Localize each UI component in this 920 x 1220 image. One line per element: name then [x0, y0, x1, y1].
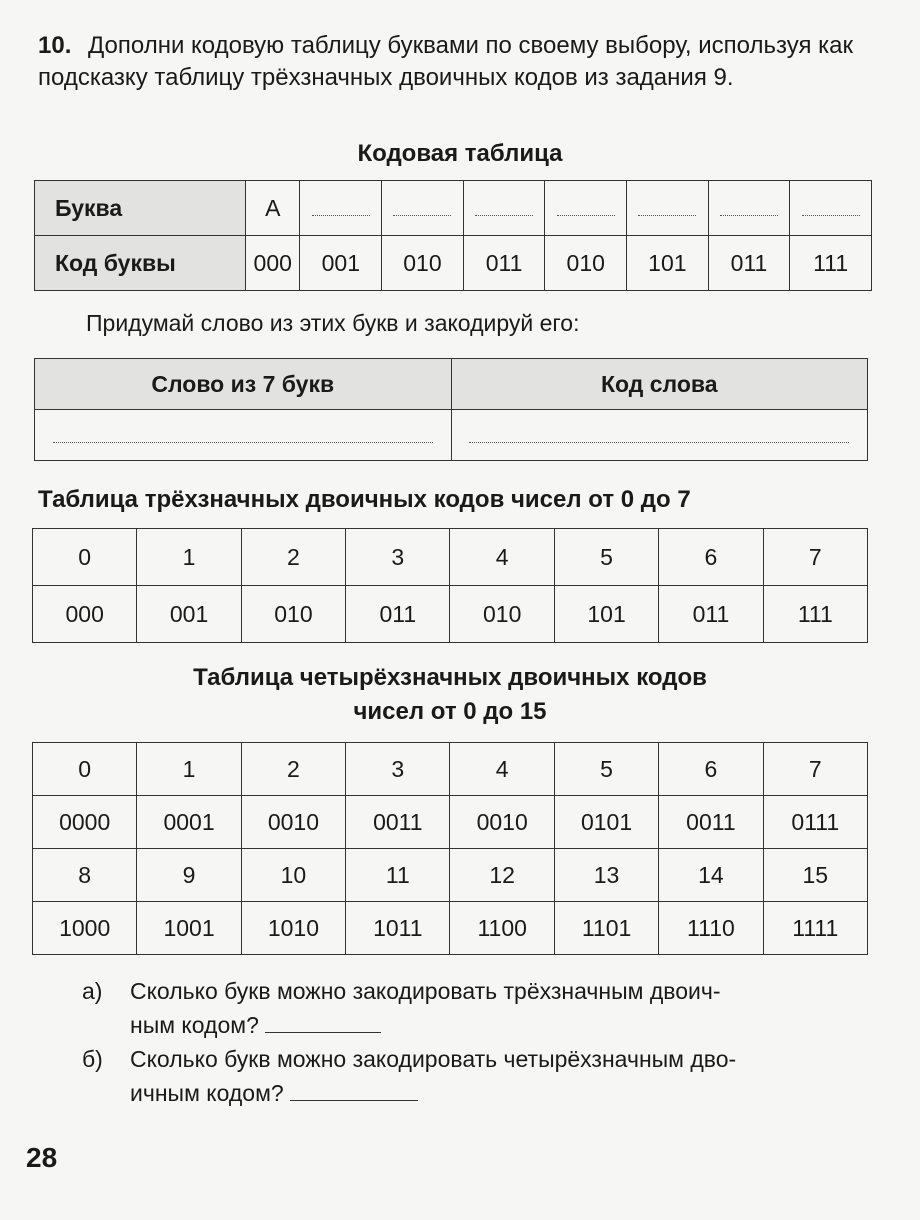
word-table [34, 358, 868, 461]
binary-cell: 0011 [346, 796, 450, 849]
binary-cell: 101 [554, 586, 658, 643]
letter-cell-blank[interactable] [790, 181, 872, 236]
code-table-title: Кодовая таблица [357, 140, 563, 167]
code-cell: 011 [708, 236, 790, 291]
number-cell: 3 [346, 743, 450, 796]
number-cell: 14 [659, 849, 763, 902]
number-cell: 8 [33, 849, 137, 902]
question-b-line2: ичным кодом? [130, 1080, 284, 1106]
question-b-line1: Сколько букв можно закодировать четырёхзначным дво- [130, 1046, 737, 1072]
number-cell: 6 [659, 743, 763, 796]
code-cell: 000 [246, 236, 300, 291]
table-4bit [32, 742, 868, 955]
question-a-line2: ным кодом? [130, 1012, 259, 1038]
number-cell: 1 [137, 743, 241, 796]
table4-title-line1: Таблица четырёхзначных двоичных кодов [193, 664, 707, 691]
letter-cell-blank[interactable] [708, 181, 790, 236]
number-cell: 3 [346, 529, 450, 586]
letter-cell-blank[interactable] [382, 181, 464, 236]
binary-cell: 011 [346, 586, 450, 643]
task-number: 10. [38, 32, 72, 59]
code-table [34, 180, 872, 291]
binary-cell: 011 [659, 586, 763, 643]
question-b-answer-blank[interactable] [290, 1082, 418, 1101]
number-cell: 6 [659, 529, 763, 586]
question-a-line1: Сколько букв можно закодировать трёхзначным двоич- [130, 978, 721, 1004]
number-cell: 0 [33, 529, 137, 586]
binary-cell: 000 [33, 586, 137, 643]
code-cell: 101 [627, 236, 709, 291]
number-cell: 5 [554, 743, 658, 796]
binary-cell: 1100 [450, 902, 554, 955]
number-cell: 4 [450, 743, 554, 796]
number-cell: 7 [763, 529, 867, 586]
binary-cell: 1111 [763, 902, 867, 955]
question-a-answer-blank[interactable] [265, 1014, 381, 1033]
number-cell: 1 [137, 529, 241, 586]
code-cell: 011 [463, 236, 545, 291]
letter-row [35, 181, 872, 236]
binary-cell: 1000 [33, 902, 137, 955]
code-row [35, 236, 872, 291]
number-cell: 9 [137, 849, 241, 902]
binary-cell: 0010 [450, 796, 554, 849]
binary-cell: 0010 [241, 796, 345, 849]
code-answer-line[interactable] [451, 410, 868, 461]
binary-cell: 010 [450, 586, 554, 643]
number-cell: 2 [241, 529, 345, 586]
question-a [82, 974, 882, 1042]
task-text: Дополни кодовую таблицу буквами по своему выбору, используя как подсказку таблицу трёхзначных двоичных кодов из задания 9. [38, 32, 853, 91]
binary-cell: 0101 [554, 796, 658, 849]
letter-cell-blank[interactable] [627, 181, 709, 236]
binary-cell: 0001 [137, 796, 241, 849]
number-cell: 11 [346, 849, 450, 902]
letter-cell-blank[interactable] [545, 181, 627, 236]
letter-cell-blank[interactable] [300, 181, 382, 236]
code-column-header: Код слова [451, 359, 868, 410]
number-cell: 10 [241, 849, 345, 902]
binary-cell: 0000 [33, 796, 137, 849]
page-number: 28 [26, 1142, 58, 1173]
question-b-label: б) [82, 1046, 103, 1072]
binary-cell: 1010 [241, 902, 345, 955]
word-answer-line[interactable] [35, 410, 452, 461]
code-cell: 010 [382, 236, 464, 291]
binary-cell: 0111 [763, 796, 867, 849]
number-cell: 7 [763, 743, 867, 796]
binary-cell: 1001 [137, 902, 241, 955]
word-prompt: Придумай слово из этих букв и закодируй его: [86, 310, 580, 336]
binary-cell: 1110 [659, 902, 763, 955]
number-cell: 15 [763, 849, 867, 902]
binary-cell: 1101 [554, 902, 658, 955]
number-cell: 4 [450, 529, 554, 586]
code-cell: 111 [790, 236, 872, 291]
binary-cell: 010 [241, 586, 345, 643]
question-b [82, 1042, 882, 1110]
code-cell: 001 [300, 236, 382, 291]
letter-row-header: Буква [35, 181, 246, 236]
table3-title: Таблица трёхзначных двоичных кодов чисел от 0 до 7 [38, 486, 691, 513]
question-a-label: а) [82, 978, 103, 1004]
binary-cell: 001 [137, 586, 241, 643]
letter-cell: А [246, 181, 300, 236]
binary-cell: 111 [763, 586, 867, 643]
binary-cell: 1011 [346, 902, 450, 955]
code-row-header: Код буквы [35, 236, 246, 291]
number-cell: 5 [554, 529, 658, 586]
word-column-header: Слово из 7 букв [35, 359, 452, 410]
letter-cell-blank[interactable] [463, 181, 545, 236]
number-cell: 2 [241, 743, 345, 796]
number-cell: 12 [450, 849, 554, 902]
binary-cell: 0011 [659, 796, 763, 849]
task-10 [38, 30, 878, 94]
number-cell: 0 [33, 743, 137, 796]
table-3bit [32, 528, 868, 643]
table4-title-line2: чисел от 0 до 15 [353, 698, 547, 725]
number-cell: 13 [554, 849, 658, 902]
code-cell: 010 [545, 236, 627, 291]
